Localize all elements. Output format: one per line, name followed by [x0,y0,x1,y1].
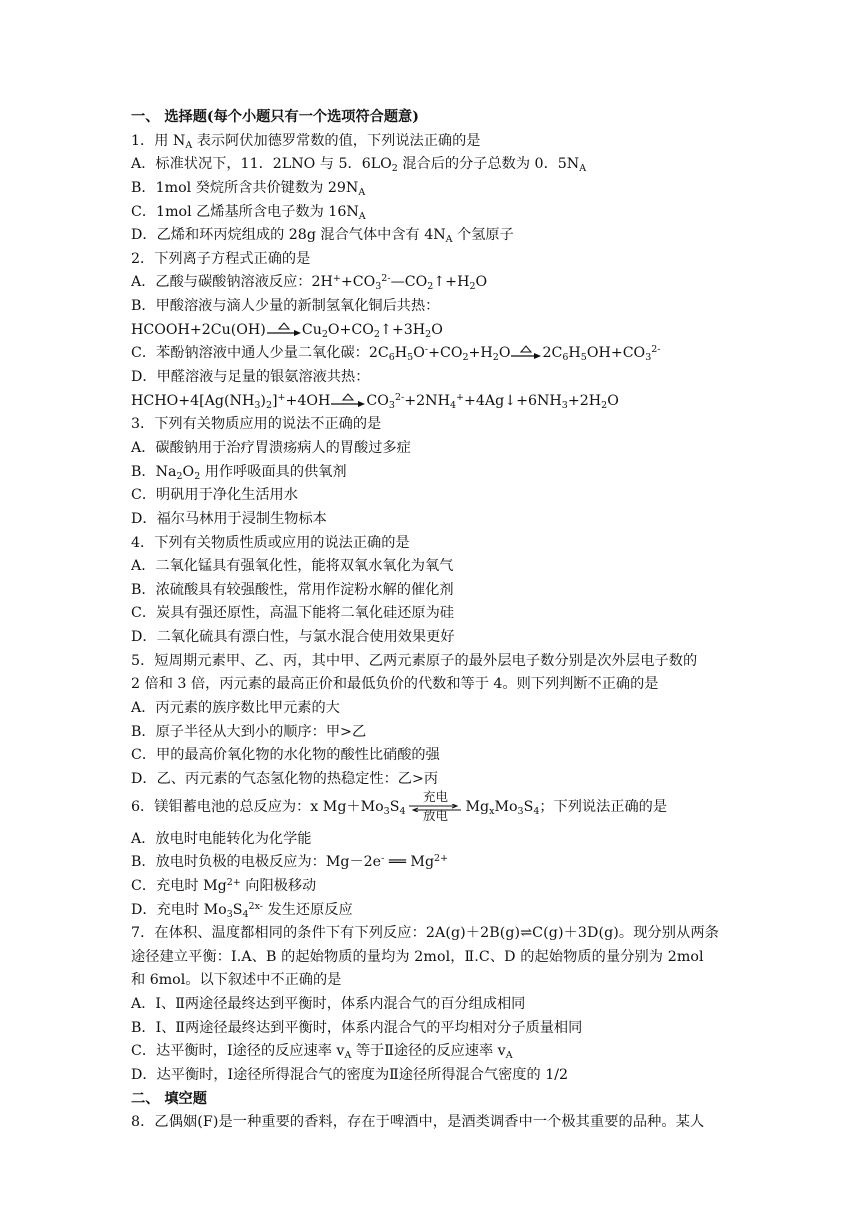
t: - [424,344,429,356]
q4-option-d [131,626,741,650]
q2-stem [131,248,741,272]
t: C．充电时 Mg [131,877,227,894]
q1-option-d [131,224,741,248]
t: A [445,234,453,246]
t: HCHO+4[Ag(NH [131,392,255,409]
t: ；下列说法正确的是 [539,798,668,815]
t: 2 [601,399,608,411]
t: S [523,798,534,815]
q7-stem-line3 [131,969,741,993]
t: 5 [407,352,414,364]
heat-arrow-icon [331,393,365,409]
t: ) [260,392,266,409]
t: ══ Mg [384,854,435,871]
t: 8．乙偶姻(F)是一种重要的香料，存在于啤酒中，是酒类调香中一个极其重要的品种。某人 [131,1114,705,1131]
heat-arrow-icon [267,322,301,338]
q4-option-c [131,602,741,626]
t: O [182,463,195,480]
t: ] [271,392,278,409]
t: 等于Ⅱ途径的反应速率 v [351,1043,506,1060]
t: +4Ag↓+6NH [463,392,562,409]
t: 用作呼吸面具的供氧剂 [200,463,347,480]
t: 2 [265,399,272,411]
t: 2- [651,344,661,356]
q8-stem [131,1111,741,1135]
t: ↑+3H [379,321,426,338]
q1-option-b [131,177,741,201]
t: B．甲酸溶液与滴人少量的新制氢氧化铜后共热： [131,298,440,315]
t: A [579,163,587,175]
t: C．甲的最高价氧化物的水化物的酸性比硝酸的强 [131,747,440,764]
t: 1．用 N [131,132,186,149]
t: Cu [301,321,322,338]
t: 3 [517,805,524,817]
t: 2+ [434,853,449,865]
section-heading-text: 二、 填空题 [131,1090,207,1107]
t: 2- [394,391,405,403]
question-column [131,106,741,1135]
t: B．浓硫酸具有较强酸性，常用作淀粉水解的催化剂 [131,581,454,598]
t: + [455,391,464,403]
t: A．标准状况下，11．2LNO 与 5．6LO [131,156,392,173]
q5-option-c [131,744,741,768]
t: A．丙元素的族序数比甲元素的大 [131,700,340,717]
t: 2C [542,345,563,362]
q7-option-b [131,1017,741,1041]
t: 2 倍和 3 倍，丙元素的最高正价和最低负价的代数和等于 4。则下列判断不正确的是 [131,676,659,693]
q2-option-a [131,271,741,295]
t: + [332,273,341,285]
t: A [344,1050,352,1062]
t: B．Na [131,463,177,480]
q4-option-b [131,579,741,603]
t: 3．下列有关物质应用的说法不正确的是 [131,416,382,433]
t: 2 [427,281,434,293]
t: 3 [226,908,233,920]
t: D．乙、丙元素的气态氢化物的热稳定性：乙>丙 [131,770,439,787]
t: x [489,805,495,817]
q3-option-c [131,484,741,508]
t: O [607,392,619,409]
t: 7．在体积、温度都相同的条件下有下列反应：2A(g)＋2B(g)⇌C(g)＋3D(g)。现分别从两条 [131,925,719,942]
charge-label: 充电 [422,788,448,804]
t: D．二氧化硫具有漂白性，与氯水混合使用效果更好 [131,629,455,646]
t: 发生还原反应 [263,901,353,918]
t: 3 [388,399,395,411]
t: 3 [254,399,261,411]
q5-option-b [131,721,741,745]
q6-option-a [131,828,741,852]
q5-stem-line2 [131,673,741,697]
t: +4OH [285,392,331,409]
t: 2 [176,470,183,482]
q3-option-a [131,437,741,461]
t: +2H [567,392,602,409]
q7-option-a [131,993,741,1017]
t: 2x- [248,900,263,912]
t: 个氢原子 [452,227,514,244]
t: D．甲醛溶液与足量的银氨溶液共热： [131,369,370,386]
t: 2 [425,328,432,340]
t: 3 [375,281,382,293]
t: 4．下列有关物质性质或应用的说法正确的是 [131,534,410,551]
q7-option-c [131,1040,741,1064]
t: HCOOH+2Cu(OH) [131,321,266,338]
t: O+CO [327,321,374,338]
q3-option-b [131,461,741,485]
t: 6 [562,352,569,364]
t: 2- [381,273,391,285]
t: A [358,186,366,198]
t: C．达平衡时，Ⅰ途径的反应速率 v [131,1043,345,1060]
t: —CO [390,274,428,291]
q1-stem [131,130,741,154]
t: ↑+H [433,274,470,291]
t: C．苯酚钠溶液中通人少量二氧化碳：2C [131,345,389,362]
t: C．明矾用于净化生活用水 [131,487,298,504]
reversible-arrow [409,788,461,823]
t: A．二氧化锰具有强氧化性，能将双氧水氧化为氧气 [131,558,454,575]
q2-option-c [131,342,741,366]
q2-option-d-equation [131,390,741,414]
q4-option-a [131,555,741,579]
t: 3 [645,352,652,364]
t: 2 [492,352,499,364]
t: 2 [469,281,476,293]
q1-option-c [131,201,741,225]
t: A．放电时电能转化为化学能 [131,830,312,847]
t: CO [366,392,389,409]
t: 4 [449,399,456,411]
t: +H [468,345,493,362]
t: 5．短周期元素甲、乙、丙，其中甲、乙两元素原子的最外层电子数分别是次外层电子数的 [131,652,698,669]
t: Mo [494,798,518,815]
t: 和 6mol。以下叙述中不正确的是 [131,972,342,989]
t: O [431,321,443,338]
t: D．充电时 Mo [131,901,227,918]
t: 表示阿伏加德罗常数的值，下列说法正确的是 [192,132,481,149]
t: D．达平衡时，Ⅰ途径所得混合气的密度为Ⅱ途径所得混合气密度的 1/2 [131,1066,569,1083]
t: O [475,274,488,291]
q6-stem [131,788,741,828]
t: 3 [561,399,568,411]
t: OH+CO [586,345,646,362]
t: 5 [580,352,587,364]
q5-option-a [131,697,741,721]
q5-stem-line1 [131,650,741,674]
q7-stem-line2 [131,946,741,970]
q7-option-d [131,1064,741,1088]
t: 3 [383,805,390,817]
t: +CO [340,274,376,291]
t: S [389,798,400,815]
t: O [498,345,511,362]
t: 4 [533,805,540,817]
q1-option-a [131,153,741,177]
section-heading-fill [131,1088,741,1112]
t: A．碳酸钠用于治疗胃溃疡病人的胃酸过多症 [131,439,411,456]
t: Mg [465,798,490,815]
t: C．1mol 乙烯基所含电子数为 16N [131,203,359,220]
t: 2 [462,352,469,364]
t: A [358,210,366,222]
q6-option-c [131,875,741,899]
discharge-label: 放电 [422,807,448,823]
t: 2 [321,328,328,340]
t: S [232,901,243,918]
section-heading-choice [131,106,741,130]
q6-option-d [131,899,741,923]
q6-option-b [131,851,741,875]
t: 向阳极移动 [240,877,317,894]
t: D．乙烯和环丙烷组成的 28g 混合气体中含有 4N [131,227,446,244]
q3-option-d [131,508,741,532]
t: H [568,345,581,362]
t: H [394,345,408,362]
t: 混合后的分子总数为 0．5N [397,156,580,173]
q7-stem-line1 [131,922,741,946]
t: +CO [428,345,463,362]
t: 4 [242,908,249,920]
q2-option-d [131,366,741,390]
q2-option-b-equation [131,319,741,343]
t: A [185,139,193,151]
t: A [505,1050,513,1062]
t: B．Ⅰ、Ⅱ两途径最终达到平衡时，体系内混合气的平均相对分子质量相同 [131,1019,583,1036]
q4-stem [131,532,741,556]
q2-option-b [131,295,741,319]
t: O [413,345,425,362]
t: A．Ⅰ、Ⅱ两途径最终达到平衡时，体系内混合气的百分组成相同 [131,996,526,1013]
t: 4 [399,805,406,817]
t: 2+ [226,876,241,888]
t: +2NH [404,392,450,409]
t: - [381,853,385,865]
section-heading-text: 一、 选择题(每个小题只有一个选项符合题意) [131,109,419,125]
q3-stem [131,413,741,437]
t: D．福尔马林用于浸制生物标本 [131,510,327,527]
t: C．炭具有强还原性，高温下能将二氧化硅还原为硅 [131,605,454,622]
t: 2 [373,328,380,340]
heat-arrow-icon [511,345,541,361]
t: A．乙酸与碳酸钠溶液反应：2H [131,274,333,291]
t: 2．下列离子方程式正确的是 [131,250,311,267]
t: 6．镁钼蓄电池的总反应为：x Mg＋Mo [131,798,384,815]
t: 6 [388,352,395,364]
t: 2 [194,470,201,482]
t: B．放电时负极的电极反应为：Mg－2e [131,854,382,871]
t: 2 [391,163,398,175]
t: B．1mol 癸烷所含共价键数为 29N [131,179,359,196]
t: 途径建立平衡：Ⅰ.A、B 的起始物质的量均为 2mol，Ⅱ.C、D 的起始物质的量分别为 2mol [131,948,704,965]
t: + [277,391,286,403]
t: B．原子半径从大到小的顺序：甲>乙 [131,723,367,740]
